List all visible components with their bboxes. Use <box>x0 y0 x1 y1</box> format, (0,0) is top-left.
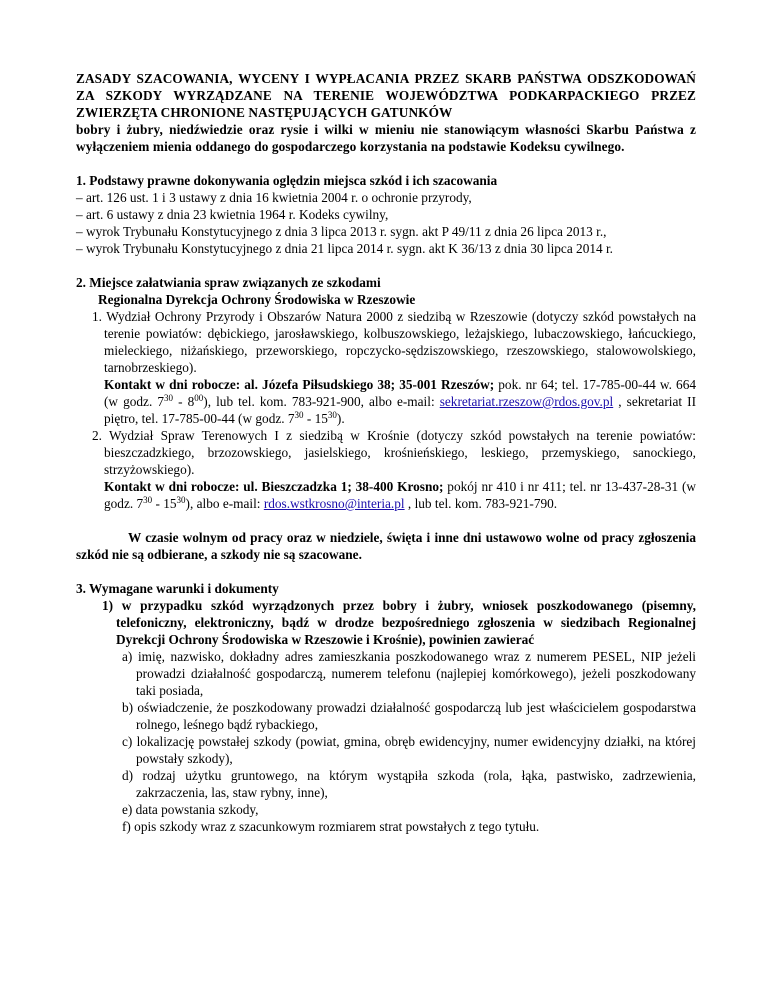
requirement-item: c) lokalizację powstałej szkody (powiat, gmina, obręb ewidencyjny, numer ewidencyjny działki, na której powstały szkody), <box>122 734 696 766</box>
legal-item: – art. 126 ust. 1 i 3 ustawy z dnia 16 kwietnia 2004 r. o ochronie przyrody, <box>76 190 472 205</box>
requirement-item: b) oświadczenie, że poszkodowany prowadzi działalność gospodarczą lub jest właścicielem gospodarstwa rolnego, leśnego bądź rybackiego, <box>122 700 696 732</box>
office-rzeszow-address: Kontakt w dni robocze: al. Józefa Piłsudskiego 38; 35-001 Rzeszów; <box>104 377 495 392</box>
section-requirements <box>76 580 696 835</box>
document-title: ZASADY SZACOWANIA, WYCENY I WYPŁACANIA PRZEZ SKARB PAŃSTWA ODSZKODOWAŃ ZA SZKODY WYRZĄDZANE NA TERENIE WOJEWÓDZTWA PODKARPACKIEGO PRZEZ ZWIERZĘTA CHRONIONE NASTĘPUJĄCYCH GATUNKÓW <box>76 71 696 120</box>
email-link-rzeszow[interactable]: sekretariat.rzeszow@rdos.gov.pl <box>439 394 614 409</box>
section-3-heading: 3. Wymagane warunki i dokumenty <box>76 581 279 596</box>
requirement-item: e) data powstania szkody, <box>122 802 259 817</box>
office-rzeszow-contact: Kontakt w dni robocze: al. Józefa Piłsudskiego 38; 35-001 Rzeszów; pok. nr 64; tel. 17-785-00-44 w. 664 (w godz. $7^{30} - 8^{00}$), lub tel. kom. 783-921-900, albo e-mail: sekretariat.rzeszow@rdos.gov.pl , sekretariat II piętro, tel. 17-785-00-44 (w godz. $7^{30} - 15^{30}$). <box>104 377 696 426</box>
office-krosno-contact: Kontakt w dni robocze: ul. Bieszczadzka 1; 38-400 Krosno; pokój nr 410 i nr 411; tel. nr 13-437-28-31 (w godz. $7^{30} - 15^{30}$), albo e-mail: rdos.wstkrosno@interia.pl , lub tel. kom. 783-921-790. <box>104 479 697 511</box>
section-offices <box>76 274 696 512</box>
legal-item: – art. 6 ustawy z dnia 23 kwietnia 1964 r. Kodeks cywilny, <box>76 207 389 222</box>
office-krosno-description: 2. Wydział Spraw Terenowych I z siedzibą w Krośnie (dotyczy szkód powstałych na terenie powiatów: bieszczadzkiego, brzozowskiego, jasielskiego, krośnieńskiego, leskiego, przemyskiego, sanockiego, strzyżowskiego). <box>92 428 696 477</box>
requirement-item: d) rodzaj użytku gruntowego, na którym wystąpiła szkoda (rola, łąka, pastwisko, zadrzewienia, zakrzaczenia, las, staw rybny, inne), <box>122 768 696 800</box>
office-rzeszow-description: 1. Wydział Ochrony Przyrody i Obszarów Natura 2000 z siedzibą w Rzeszowie (dotyczy szkód powstałych na terenie powiatów: dębickiego, jarosławskiego, kolbuszowskiego, leżajskiego, lubaczowskiego, łańcuckiego, mieleckiego, niżańskiego, przeworskiego, ropczycko-sędziszowskiego, rzeszowskiego, stalowowolskiego, tarnobrzeskiego). <box>92 309 696 375</box>
office-krosno-address: Kontakt w dni robocze: ul. Bieszczadzka 1; 38-400 Krosno; <box>104 479 444 494</box>
section-2-subheading: Regionalna Dyrekcja Ochrony Środowiska w Rzeszowie <box>98 292 416 307</box>
email-link-krosno[interactable]: rdos.wstkrosno@interia.pl <box>263 496 405 511</box>
requirement-item: a) imię, nazwisko, dokładny adres zamieszkania poszkodowanego wraz z numerem PESEL, NIP jeżeli prowadzi działalność gospodarczą, numerem telefonu (najlepiej komórkowego), jeżeli poszkodowany taki posiada, <box>122 649 696 698</box>
section-2-heading: 2. Miejsce załatwiania spraw związanych ze szkodami <box>76 275 381 290</box>
requirement-item: f) opis szkody wraz z szacunkowym rozmiarem strat powstałych z tego tytułu. <box>122 819 540 834</box>
document-page <box>76 70 696 835</box>
off-hours-note: W czasie wolnym od pracy oraz w niedziele, święta i inne dni ustawowo wolne od pracy zgłoszenia szkód nie są odbierane, a szkody nie są szacowane. <box>76 530 696 562</box>
legal-item: – wyrok Trybunału Konstytucyjnego z dnia 21 lipca 2014 r. sygn. akt K 36/13 z dnia 30 lipca 2014 r. <box>76 241 613 256</box>
requirement-point-1: 1) w przypadku szkód wyrządzonych przez bobry i żubry, wniosek poszkodowanego (pisemny, telefoniczny, elektroniczny, bądź w drodze bezpośredniego zgłoszenia w siedzibach Regionalnej Dyrekcji Ochrony Środowiska w Rzeszowie i Krośnie), powinien zawierać <box>102 598 696 647</box>
section-1-heading: 1. Podstawy prawne dokonywania oględzin miejsca szkód i ich szacowania <box>76 173 498 188</box>
section-legal-basis <box>76 172 696 257</box>
document-subtitle: bobry i żubry, niedźwiedzie oraz rysie i wilki w mieniu nie stanowiącym własności Skarbu Państwa z wyłączeniem mienia oddanego do gospodarczego korzystania na podstawie Kodeksu cywilnego. <box>76 122 696 154</box>
legal-item: – wyrok Trybunału Konstytucyjnego z dnia 3 lipca 2013 r. sygn. akt P 49/11 z dnia 26 lipca 2013 r., <box>76 224 607 239</box>
